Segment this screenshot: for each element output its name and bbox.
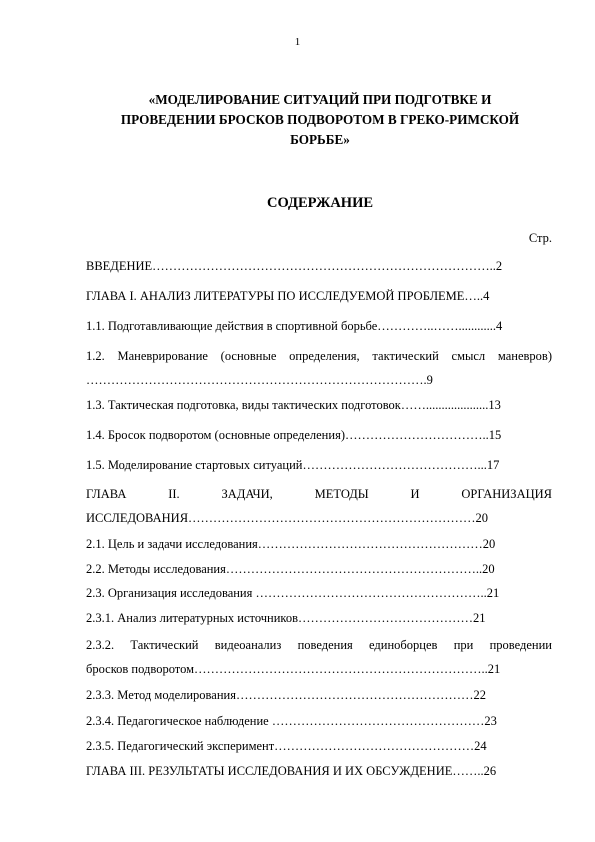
toc-heading: СОДЕРЖАНИЕ [266, 195, 374, 211]
toc-entry-2-1: 2.1. Цель и задачи исследования………………………………………………20 [86, 537, 496, 551]
toc-entry-2-3-4: 2.3.4. Педагогическое наблюдение ……………………………………………23 [86, 714, 497, 728]
toc-entry-2-3-3: 2.3.3. Метод моделирования…………………………………………………22 [86, 688, 486, 702]
toc-entry-2-3: 2.3. Организация исследования ………………………………………………..21 [86, 586, 500, 600]
page-number: 1 [294, 36, 301, 48]
toc-entry-2-3-1: 2.3.1. Анализ литературных источников……………………………………21 [86, 611, 486, 625]
document-title: «МОДЕЛИРОВАНИЕ СИТУАЦИЙ ПРИ ПОДГОТВКЕ И ПРОВЕДЕНИИ БРОСКОВ ПОДВОРОТОМ В ГРЕКО-РИМСКОЙ БОРЬБЕ» [120, 92, 520, 147]
toc-entry-2-2: 2.2. Методы исследования……………………………………………………..20 [86, 562, 495, 576]
toc-entry-1-2-continuation: ……………………………………………………………………….9 [86, 373, 433, 387]
toc-entry-1-3: 1.3. Тактическая подготовка, виды тактических подготовок……....................13 [86, 398, 501, 412]
toc-page-label: Стр. [528, 231, 552, 245]
toc-entry-1-2: 1.2. Маневрирование (основные определения, тактический смысл маневров) [86, 349, 552, 363]
toc-entry-chapter-2: ГЛАВА II. ЗАДАЧИ, МЕТОДЫ И ОРГАНИЗАЦИЯ [86, 487, 552, 501]
toc-entry-chapter-3: ГЛАВА III. РЕЗУЛЬТАТЫ ИССЛЕДОВАНИЯ И ИХ ОБСУЖДЕНИЕ……..26 [86, 764, 497, 778]
toc-entry-1-5: 1.5. Моделирование стартовых ситуаций……………………………………...17 [86, 458, 500, 472]
toc-entry-2-3-2: 2.3.2. Тактический видеоанализ поведения единоборцев при проведении [86, 638, 552, 652]
toc-entry-1-4: 1.4. Бросок подворотом (основные определения)……………………………..15 [86, 428, 502, 442]
toc-entry-chapter-1: ГЛАВА I. АНАЛИЗ ЛИТЕРАТУРЫ ПО ИССЛЕДУЕМОЙ ПРОБЛЕМЕ…..4 [86, 289, 490, 303]
toc-entry-introduction: ВВЕДЕНИЕ………………………………………………………………………..2 [86, 259, 503, 273]
toc-entry-1-1: 1.1. Подготавливающие действия в спортивной борьбе…………..……............4 [86, 319, 503, 333]
toc-entry-2-3-5: 2.3.5. Педагогический эксперимент…………………………………………24 [86, 739, 487, 753]
toc-entry-2-3-2-continuation: бросков подворотом……………………………………………………………..21 [86, 662, 501, 676]
toc-entry-chapter-2-continuation: ИССЛЕДОВАНИЯ……………………………………………………………20 [86, 511, 489, 525]
